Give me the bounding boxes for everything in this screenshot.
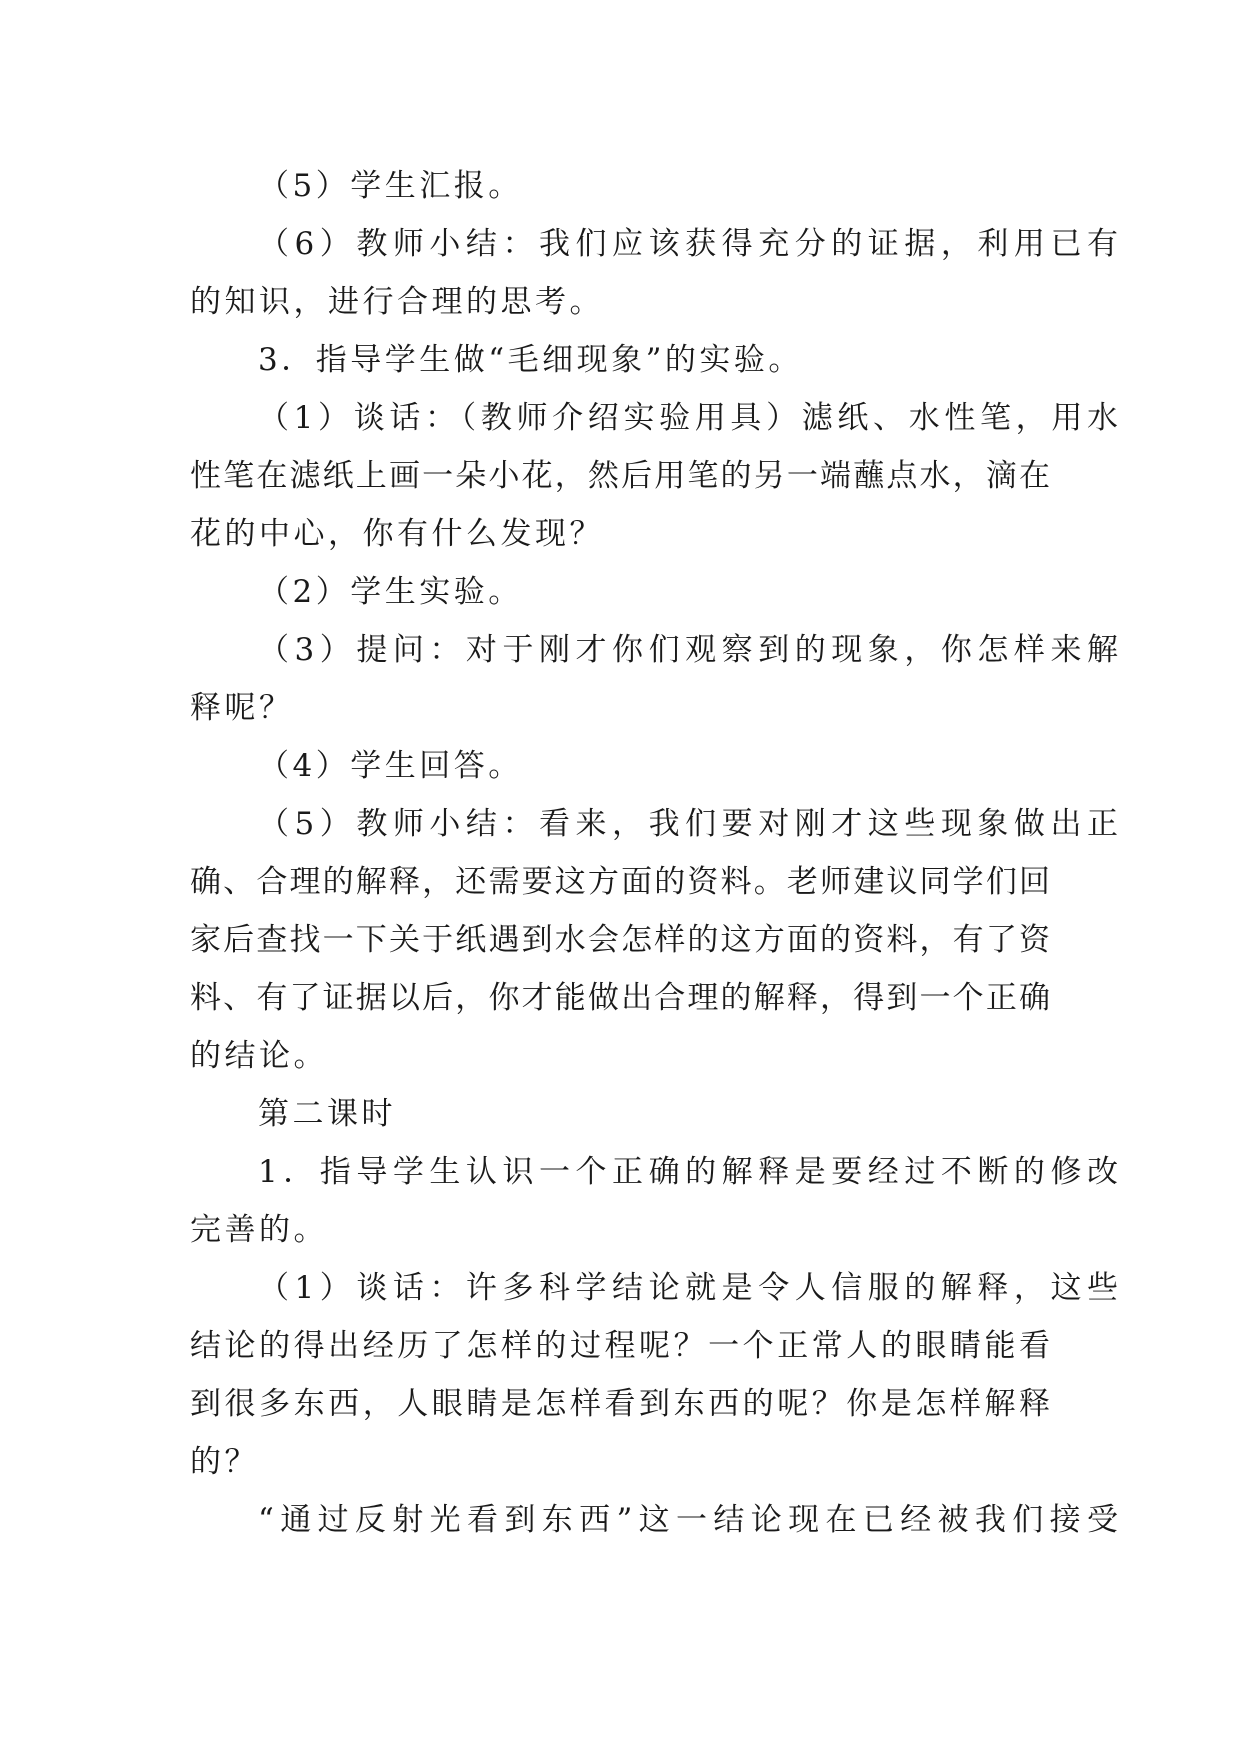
section-heading: 第二课时 <box>258 1096 396 1132</box>
paragraph-line: 确、合理的解释，还需要这方面的资料。老师建议同学们回 <box>190 864 1050 900</box>
paragraph-line: （3）提问：对于刚才你们观察到的现象，你怎样来解 <box>258 632 1118 668</box>
paragraph-line: 的？ <box>190 1444 259 1480</box>
paragraph-line: （4）学生回答。 <box>258 748 523 784</box>
paragraph-line: （1）谈话：（教师介绍实验用具）滤纸、水性笔，用水 <box>258 400 1118 436</box>
paragraph-line: 的结论。 <box>190 1038 328 1074</box>
paragraph-line: 料、有了证据以后，你才能做出合理的解释，得到一个正确 <box>190 980 1050 1016</box>
paragraph-line: （5）教师小结：看来，我们要对刚才这些现象做出正 <box>258 806 1118 842</box>
paragraph-line: 花的中心，你有什么发现？ <box>190 516 604 552</box>
paragraph-line: 性笔在滤纸上画一朵小花，然后用笔的另一端蘸点水，滴在 <box>190 458 1050 494</box>
paragraph-line: （6）教师小结：我们应该获得充分的证据，利用已有 <box>258 226 1118 262</box>
paragraph-line: 到很多东西，人眼睛是怎样看到东西的呢？你是怎样解释 <box>190 1386 1050 1422</box>
paragraph-line: （1）谈话：许多科学结论就是令人信服的解释，这些 <box>258 1270 1118 1306</box>
paragraph-line: 完善的。 <box>190 1212 328 1248</box>
paragraph-line: 结论的得出经历了怎样的过程呢？一个正常人的眼睛能看 <box>190 1328 1050 1364</box>
paragraph-line: “通过反射光看到东西”这一结论现在已经被我们接受 <box>258 1502 1118 1538</box>
paragraph-line: （2）学生实验。 <box>258 574 523 610</box>
paragraph-line: 的知识，进行合理的思考。 <box>190 284 604 320</box>
paragraph-line: 家后查找一下关于纸遇到水会怎样的这方面的资料，有了资 <box>190 922 1050 958</box>
paragraph-line: 1．指导学生认识一个正确的解释是要经过不断的修改 <box>258 1154 1118 1190</box>
paragraph-line: （5）学生汇报。 <box>258 168 523 204</box>
paragraph-line: 释呢？ <box>190 690 294 726</box>
paragraph-line: 3．指导学生做“毛细现象”的实验。 <box>258 342 803 378</box>
